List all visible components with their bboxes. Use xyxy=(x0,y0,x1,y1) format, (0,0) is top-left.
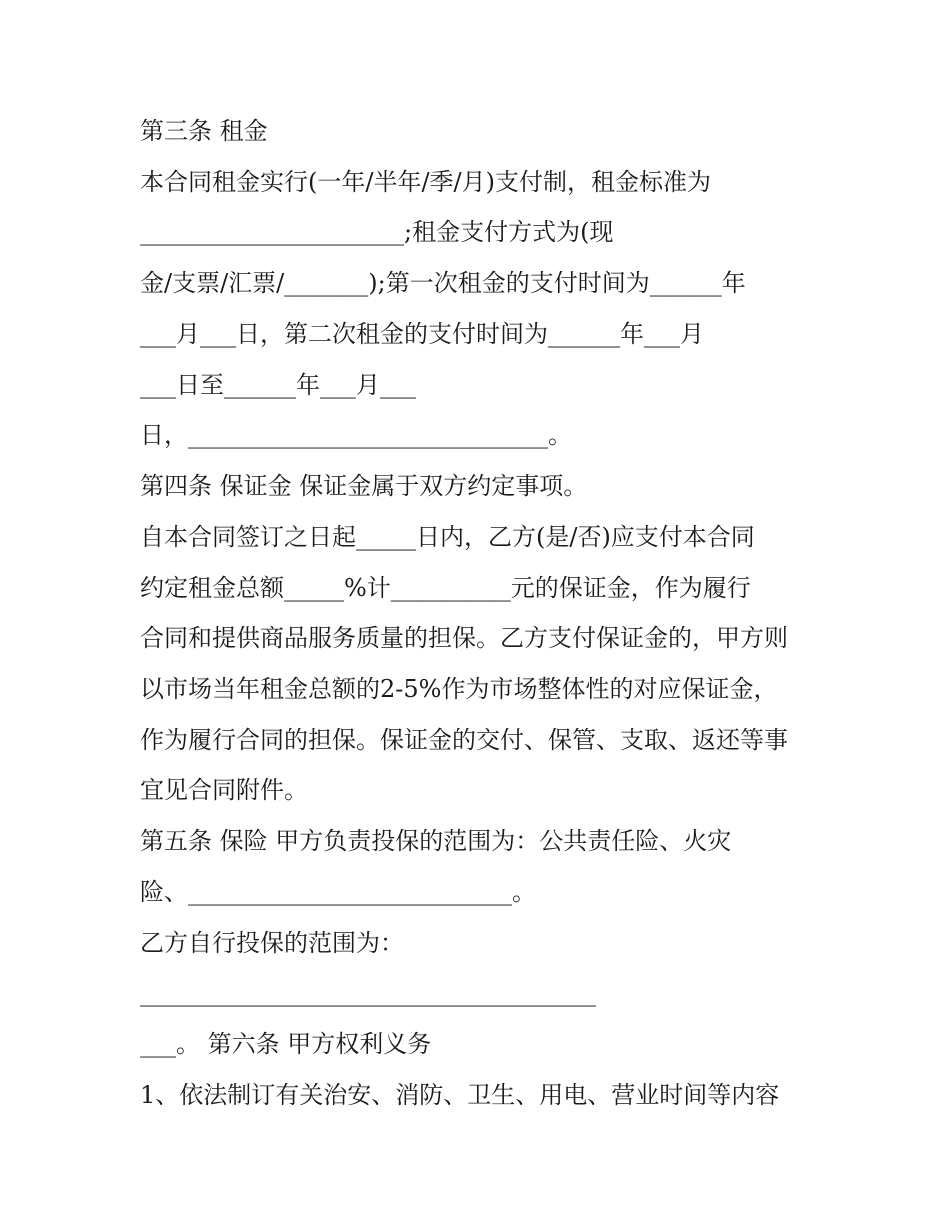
text-line-second-payment: ___月___日，第二次租金的支付时间为______年___月 xyxy=(140,320,704,348)
text-line-deposit-handling: 作为履行合同的担保。保证金的交付、保管、支取、返还等事 xyxy=(140,726,788,754)
text-line-first-payment: 金/支票/汇票/_______);第一次租金的支付时间为______年 xyxy=(140,269,746,297)
text-line-deposit-days: 自本合同签订之日起_____日内，乙方(是/否)应支付本合同 xyxy=(140,523,755,551)
text-line-deposit-amount: 约定租金总额_____%计__________元的保证金，作为履行 xyxy=(140,574,751,602)
article-6-title: ___。 第六条 甲方权利义务 xyxy=(140,1030,432,1058)
text-line-see-annex: 宜见合同附件。 xyxy=(140,776,308,804)
text-line-party-b-insurance: 乙方自行投保的范围为： xyxy=(140,929,404,957)
article-3-title: 第三条 租金 xyxy=(140,117,268,145)
text-line-payment-end: 日，______________________________。 xyxy=(140,421,572,449)
text-line-rent-system: 本合同租金实行(一年/半年/季/月)支付制，租金标准为 xyxy=(140,168,711,196)
text-line-market-deposit: 以市场当年租金总额的2-5%作为市场整体性的对应保证金， xyxy=(140,675,778,703)
text-line-party-a-duty-1: 1、依法制订有关治安、消防、卫生、用电、营业时间等内容 xyxy=(140,1081,780,1109)
text-line-deposit-guarantee: 合同和提供商品服务质量的担保。乙方支付保证金的，甲方则 xyxy=(140,624,788,652)
text-line-payment-period: ___日至______年___月___ xyxy=(140,371,416,399)
text-line-insurance-scope: 险、___________________________。 xyxy=(140,878,536,906)
article-4-title: 第四条 保证金 保证金属于双方约定事项。 xyxy=(140,472,588,500)
text-line-rent-payment-method: ______________________;租金支付方式为(现 xyxy=(140,218,614,246)
article-5-title: 第五条 保险 甲方负责投保的范围为：公共责任险、火灾 xyxy=(140,827,732,855)
text-line-blank: ______________________________________ xyxy=(140,979,596,1007)
